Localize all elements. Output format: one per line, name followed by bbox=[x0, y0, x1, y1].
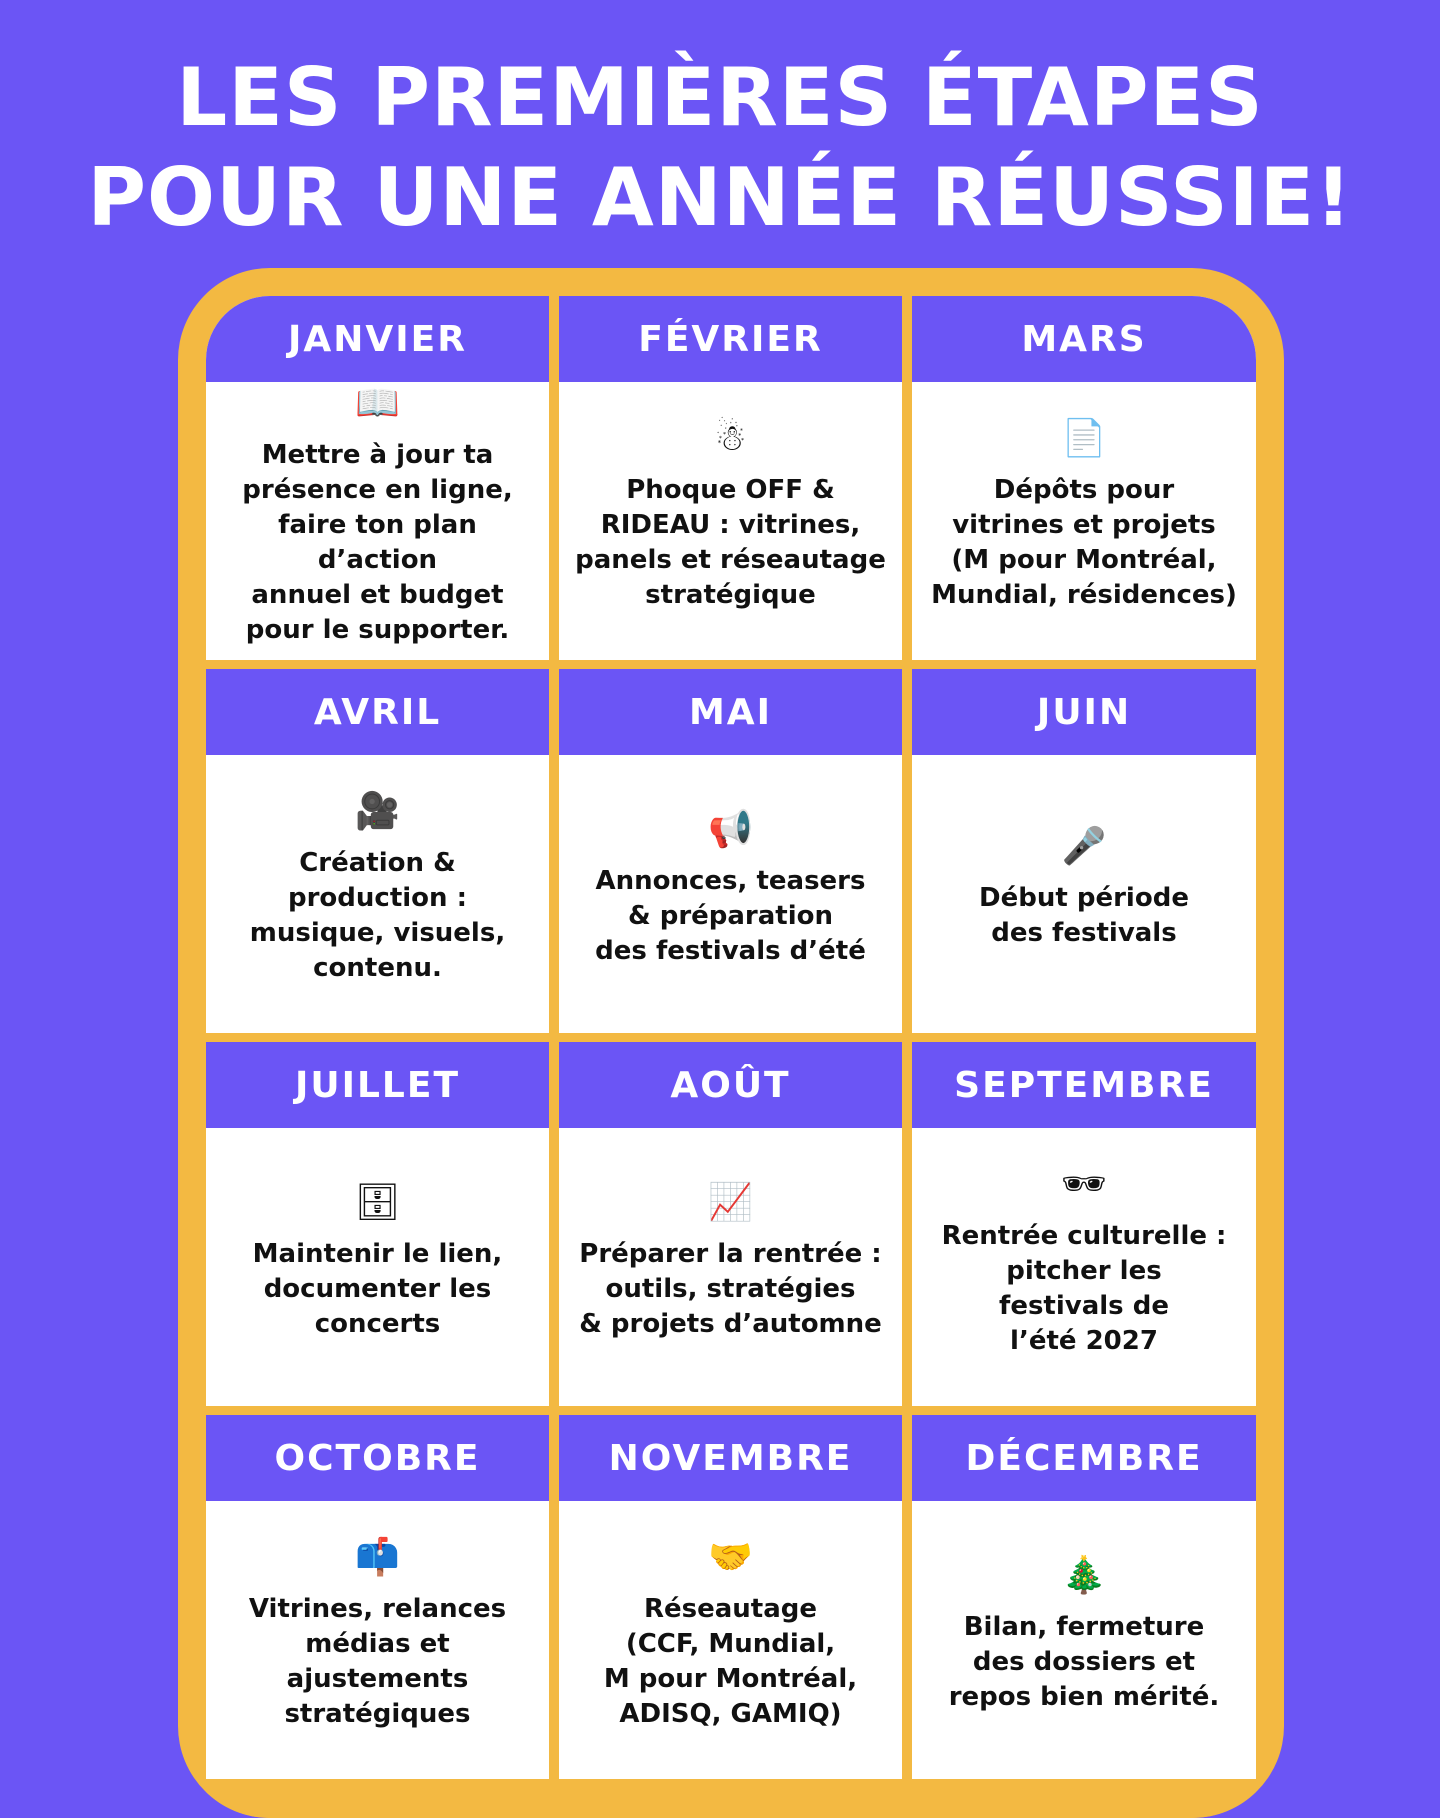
month-description: Rentrée culturelle : pitcher les festivals de l’été 2027 bbox=[941, 1221, 1227, 1356]
handshake-icon: 🤝 bbox=[708, 1537, 753, 1578]
month-body bbox=[912, 1128, 1256, 1406]
page-title-line-2: POUR UNE ANNÉE RÉUSSIE! bbox=[87, 151, 1353, 244]
month-body bbox=[912, 382, 1256, 660]
month-card-juin bbox=[912, 669, 1256, 1033]
month-card-janvier bbox=[206, 296, 549, 660]
chart-increasing-icon: 📈 bbox=[708, 1181, 753, 1223]
month-description: Création & production : musique, visuels, contenu. bbox=[249, 848, 506, 983]
month-card-avril bbox=[206, 669, 549, 1033]
month-body bbox=[206, 382, 549, 660]
film-camera-icon: 🎥 bbox=[355, 791, 400, 832]
month-header: NOVEMBRE bbox=[559, 1415, 902, 1501]
calendar-grid bbox=[206, 296, 1256, 1818]
month-card-decembre bbox=[912, 1415, 1256, 1779]
month-description: Début période des festivals bbox=[979, 883, 1189, 948]
month-header: MARS bbox=[912, 296, 1256, 382]
month-description: Bilan, fermeture des dossiers et repos bien mérité. bbox=[948, 1611, 1220, 1712]
month-body bbox=[206, 1128, 549, 1406]
sunglasses-icon: 🕶 bbox=[1061, 1164, 1107, 1205]
microphone-icon: 🎤 bbox=[1061, 826, 1107, 867]
month-header: DÉCEMBRE bbox=[912, 1415, 1256, 1501]
month-card-juillet bbox=[206, 1042, 549, 1406]
month-body bbox=[559, 1128, 902, 1406]
month-header: MAI bbox=[559, 669, 902, 755]
month-header: FÉVRIER bbox=[559, 296, 902, 382]
month-description: Annonces, teasers & préparation des festivals d’été bbox=[595, 865, 866, 966]
month-description: Phoque OFF & RIDEAU : vitrines, panels et réseautage stratégique bbox=[575, 475, 886, 610]
month-card-septembre bbox=[912, 1042, 1256, 1406]
month-card-fevrier bbox=[559, 296, 902, 660]
month-description: Mettre à jour ta présence en ligne, faire ton plan d’action annuel et budget pour le supporter. bbox=[242, 440, 513, 645]
month-description: Maintenir le lien, documenter les concerts bbox=[252, 1238, 503, 1339]
month-header: JANVIER bbox=[206, 296, 549, 382]
file-cabinet-icon: 🗄 bbox=[354, 1181, 401, 1223]
month-header: AOÛT bbox=[559, 1042, 902, 1128]
month-card-novembre bbox=[559, 1415, 902, 1779]
month-description: Dépôts pour vitrines et projets (M pour Montréal, Mundial, résidences) bbox=[931, 475, 1237, 610]
month-header: JUIN bbox=[912, 669, 1256, 755]
month-description: Vitrines, relances médias et ajustements stratégiques bbox=[248, 1594, 507, 1729]
month-body bbox=[206, 755, 549, 1033]
month-header: AVRIL bbox=[206, 669, 549, 755]
month-body bbox=[559, 755, 902, 1033]
page-title-line-1: LES PREMIÈRES ÉTAPES bbox=[176, 51, 1264, 144]
calendar-frame bbox=[178, 268, 1284, 1818]
month-card-mars bbox=[912, 296, 1256, 660]
month-card-aout bbox=[559, 1042, 902, 1406]
month-header: SEPTEMBRE bbox=[912, 1042, 1256, 1128]
month-body bbox=[912, 755, 1256, 1033]
month-card-mai bbox=[559, 669, 902, 1033]
month-body bbox=[559, 382, 902, 660]
month-description: Préparer la rentrée : outils, stratégies & projets d’automne bbox=[579, 1238, 882, 1339]
snowman-icon: ☃ bbox=[714, 418, 747, 459]
mailbox-icon: 📫 bbox=[355, 1537, 400, 1578]
megaphone-icon: 📢 bbox=[708, 808, 753, 850]
open-book-icon: 📖 bbox=[355, 383, 400, 424]
month-description: Réseautage (CCF, Mundial, M pour Montréal, ADISQ, GAMIQ) bbox=[603, 1594, 858, 1729]
christmas-tree-icon: 🎄 bbox=[1061, 1554, 1107, 1596]
page-title bbox=[0, 48, 1440, 248]
month-body bbox=[206, 1501, 549, 1779]
month-header: OCTOBRE bbox=[206, 1415, 549, 1501]
month-card-octobre bbox=[206, 1415, 549, 1779]
month-body bbox=[559, 1501, 902, 1779]
month-header: JUILLET bbox=[206, 1042, 549, 1128]
month-body bbox=[912, 1501, 1256, 1779]
document-icon: 📄 bbox=[1061, 418, 1107, 459]
